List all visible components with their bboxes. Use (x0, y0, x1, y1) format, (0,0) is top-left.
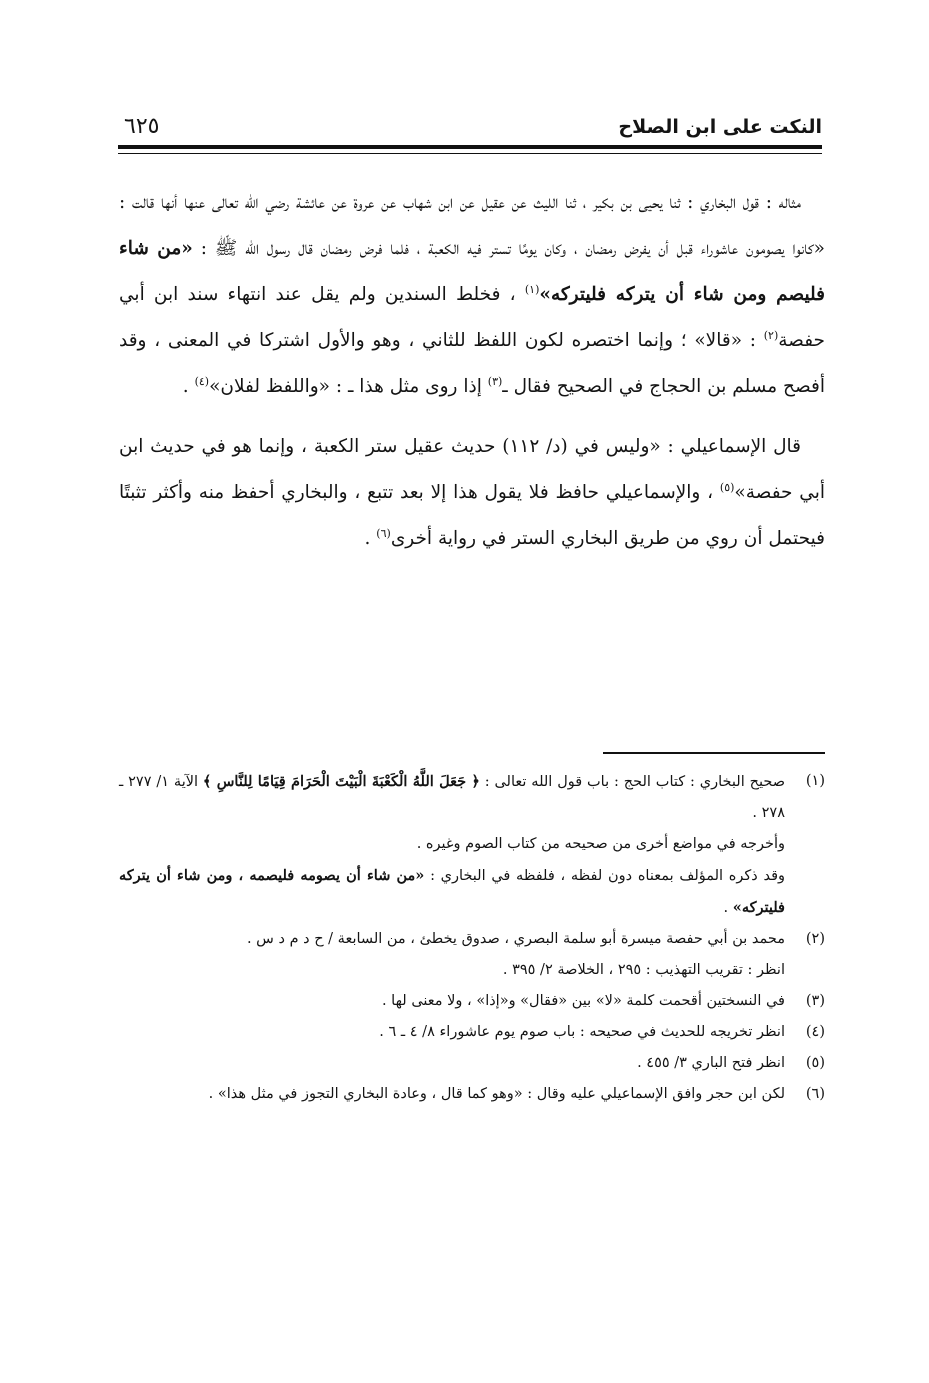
footnote-text: صحيح البخاري : كتاب الحج : باب قول الله تعالى : (484, 774, 786, 790)
footnote-text: محمد بن أبي حفصة ميسرة أبو سلمة البصري ، صدوق يخطئ ، من السابعة / ح د م د س . (246, 931, 785, 947)
hadith-quote: «من شاء فليصم ومن شاء أن يتركه فليتركه» (119, 238, 825, 305)
paragraph-2-text-b: ، والإسماعيلي حافظ فلا يقول هذا إلا بعد تتبع ، والبخاري أحفظ منه وأكثر تثبتًا فيحتمل أن روي من طريق البخاري الستر في رواية أخرى (119, 482, 825, 549)
footnote-text: . (723, 900, 729, 916)
paragraph-2 (119, 424, 825, 562)
footnote-6 (119, 1079, 825, 1110)
footnote-number: (٥) (805, 1055, 825, 1071)
footnote-ref-2: (٢) (763, 328, 779, 342)
footnote-text: في النسختين أقحمت كلمة «لا» بين «فقال» و«إذا» ، ولا معنى لها . (381, 993, 785, 1009)
header-rule-thick (118, 145, 822, 149)
footnote-ref-4: (٤) (194, 374, 210, 388)
footnote-1 (119, 766, 825, 924)
footnote-body (119, 1017, 785, 1048)
footnote-body (119, 766, 785, 924)
footnote-2 (119, 924, 825, 986)
footnote-ref-6: (٦) (376, 526, 391, 540)
paragraph-1-text-c: : «قالا» ؛ وإنما اختصره لكون اللفظ للثاني ، وهو والأول اشتركا في المعنى ، وقد أفصح مسلم بن الحجاج في الصحيح فقال ـ (119, 330, 825, 397)
footnote-ref-1: (١) (524, 282, 540, 296)
footnote-5 (119, 1048, 825, 1079)
footnote-body (119, 1079, 785, 1110)
footnote-text: لكن ابن حجر وافق الإسماعيلي عليه وقال : «وهو كما قال ، وعادة البخاري التجوز في مثل هذا» . (208, 1086, 785, 1102)
footnote-3 (119, 986, 825, 1017)
paragraph-2-text-c: . (364, 528, 371, 549)
paragraph-1-text-d: إذا روى مثل هذا ـ : «واللفظ لفلان» (209, 376, 482, 397)
footnote-ref-5: (٥) (719, 480, 735, 494)
footnote-ref-3: (٣) (487, 374, 503, 388)
footnote-text: انظر تخريجه للحديث في صحيحه : باب صوم يوم عاشوراء ٨/ ٤ ـ ٦ . (379, 1024, 785, 1040)
footnote-number: (٦) (805, 1086, 825, 1102)
footnote-number: (٤) (805, 1024, 825, 1040)
footnote-text: انظر : تقريب التهذيب : ٢٩٥ ، الخلاصة ٢/ ٣٩٥ . (502, 962, 785, 978)
footnote-separator (603, 752, 825, 754)
quran-verse: ﴿ جَعَلَ اللَّهُ الْكَعْبَةَ الْبَيْتَ الْحَرَامَ قِيَامًا لِلنَّاسِ ﴾ (202, 773, 480, 790)
footnote-text: وأخرجه في مواضع أخرى من صحيحه من كتاب الصوم وغيره . (416, 836, 785, 852)
footnotes (119, 766, 825, 1110)
footnote-text: الآية ١/ ٢٧٧ ـ ٢٧٨ . (119, 774, 785, 821)
paragraph-1-text-a: مثاله : قول البخاري : ثنا يحيى بن بكير ، ثنا الليث عن عقيل عن ابن شهاب عن عروة عن عائشة رضي الله تعالى عنها أنها قالت : «كانوا يصومون عاشوراء قبل أن يفرض رمضان ، وكان يومًا تستر فيه الكعبة ، فلما فرض رمضان قال رسول الله ﷺ : (119, 192, 825, 259)
book-title: النكت على ابن الصلاح (618, 116, 822, 138)
footnote-body (119, 1048, 785, 1079)
paragraph-1-text-e: . (182, 376, 189, 397)
footnote-4 (119, 1017, 825, 1048)
footnote-body (119, 986, 785, 1017)
paragraph-1-text-b: ، فخلط السندين ولم يقل عند انتهاء سند ابن أبي حفصة (119, 284, 825, 351)
footnote-body (119, 924, 785, 986)
running-header (118, 110, 822, 146)
paragraph-2-text-a: قال الإسماعيلي : «وليس في (د/ ١١٢) حديث عقيل ستر الكعبة ، وإنما هو في حديث ابن أبي حفصة» (119, 436, 825, 503)
page-number: ٦٢٥ (124, 114, 160, 139)
footnote-text: انظر فتح الباري ٣/ ٤٥٥ . (637, 1055, 785, 1071)
hadith-wording: «من شاء أن يصومه فليصمه ، ومن شاء أن يتركه فليتركه» (119, 867, 785, 916)
footnote-number: (٢) (805, 931, 825, 947)
main-text (119, 180, 825, 562)
footnote-text: وقد ذكره المؤلف بمعناه دون لفظه ، فلفظه في البخاري : (430, 868, 785, 884)
header-rule-thin (118, 153, 822, 154)
footnote-number: (٣) (805, 993, 825, 1009)
paragraph-1 (119, 180, 825, 410)
footnote-number: (١) (805, 773, 825, 789)
